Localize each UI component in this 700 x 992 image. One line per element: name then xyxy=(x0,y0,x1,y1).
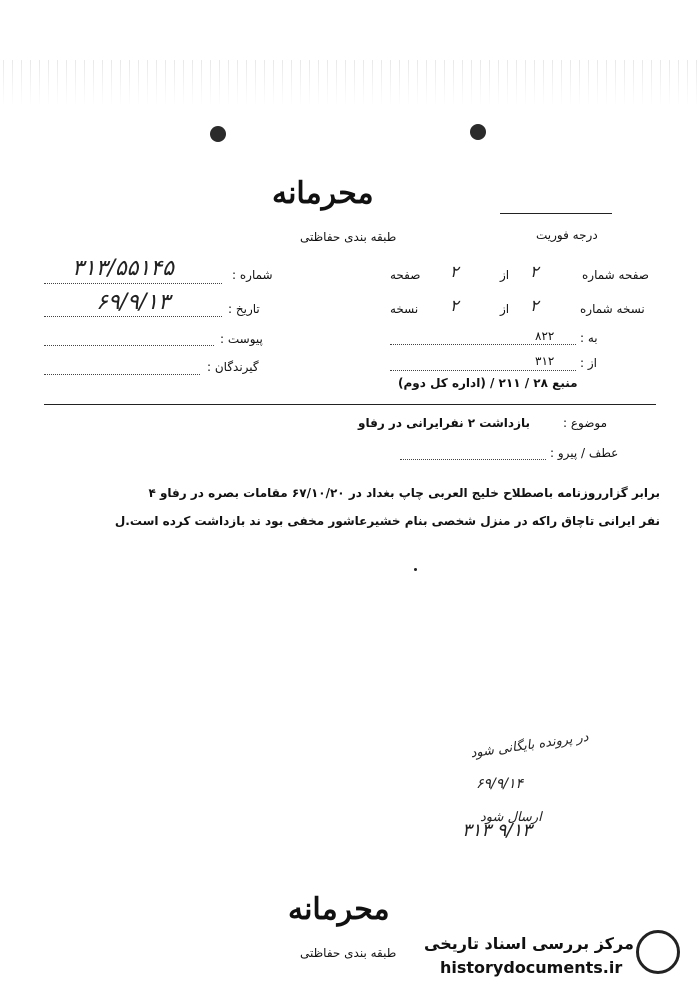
page-number-value: ۲ xyxy=(530,262,539,281)
copy-of-label: از xyxy=(500,302,510,316)
from-value: ۳۱۲ xyxy=(535,354,555,368)
punch-hole-left xyxy=(210,126,226,142)
body-line-1: برابر گزارروزنامه باصطلاح خلیج العربی چاپ بغداد در ۶۷/۱۰/۲۰ مقامات بصره در رفاو ۴ xyxy=(148,486,660,500)
header-separator xyxy=(44,404,656,405)
annotation-line-1: در پرونده بایگانی شود xyxy=(469,729,590,762)
annotation-line-3: ارسال شود xyxy=(480,810,542,825)
from-label: از : xyxy=(580,356,597,370)
urgency-line xyxy=(500,213,612,214)
stray-dot xyxy=(414,568,417,571)
classification-label-bottom: طبقه بندی حفاظتی xyxy=(300,946,397,960)
attachment-dotted-line xyxy=(44,345,214,346)
page-number-label: صفحه شماره xyxy=(582,268,649,282)
page-suffix: صفحه xyxy=(390,268,421,282)
copy-number-label: نسخه شماره xyxy=(580,302,645,316)
date-label: تاریخ : xyxy=(228,302,260,316)
annotation-line-4: ۳۱۳ ۹/۱۳ xyxy=(462,820,532,841)
copy-suffix: نسخه xyxy=(390,302,419,316)
number-label: شماره : xyxy=(232,268,273,282)
date-value: ۶۹/۹/۱۳ xyxy=(96,290,170,315)
page-of-label: از xyxy=(500,268,510,282)
body-line-2: نفر ایرانی تاچاق راکه در منزل شخصی بنام خشیرعاشور مخفی بود ند بازداشت کرده است.ل xyxy=(114,514,660,528)
watermark-url: historydocuments.ir xyxy=(440,958,623,977)
to-value: ۸۲۲ xyxy=(535,329,555,343)
classification-stamp-top: محرمانه xyxy=(272,176,374,211)
subject-label: موضوع : xyxy=(563,416,608,430)
history-documents-logo-icon xyxy=(636,930,680,974)
punch-hole-right xyxy=(470,124,486,140)
copy-number-value: ۲ xyxy=(530,296,539,315)
subject-value: بازداشت ۲ نفرایرانی در رفاو xyxy=(358,416,530,430)
recipients-label: گیرندگان : xyxy=(207,360,259,374)
number-value: ۳۱۳/۵۵۱۴۵ xyxy=(72,256,174,281)
reference-label: عطف / پیرو : xyxy=(550,446,619,460)
watermark-title: مرکز بررسی اسناد تاریخی xyxy=(424,934,634,953)
recipients-dotted-line xyxy=(44,374,200,375)
classification-label-top: طبقه بندی حفاظتی xyxy=(300,230,397,244)
copy-total-value: ۲ xyxy=(450,296,459,315)
source-line: منبع ۲۸ / ۲۱۱ / (اداره کل دوم) xyxy=(398,376,578,390)
date-dotted-line xyxy=(44,316,222,317)
number-dotted-line xyxy=(44,283,222,284)
annotation-line-2: ۶۹/۹/۱۴ xyxy=(476,776,524,792)
to-label: به : xyxy=(580,331,598,345)
from-dotted-line xyxy=(390,370,576,371)
attachment-label: پیوست : xyxy=(220,332,263,346)
to-dotted-line xyxy=(390,344,576,345)
reference-dotted-line xyxy=(400,459,546,460)
classification-stamp-bottom: محرمانه xyxy=(288,892,390,927)
urgency-label: درجه فوریت xyxy=(536,228,598,242)
scan-noise xyxy=(0,60,700,108)
page-total-value: ۲ xyxy=(450,262,459,281)
